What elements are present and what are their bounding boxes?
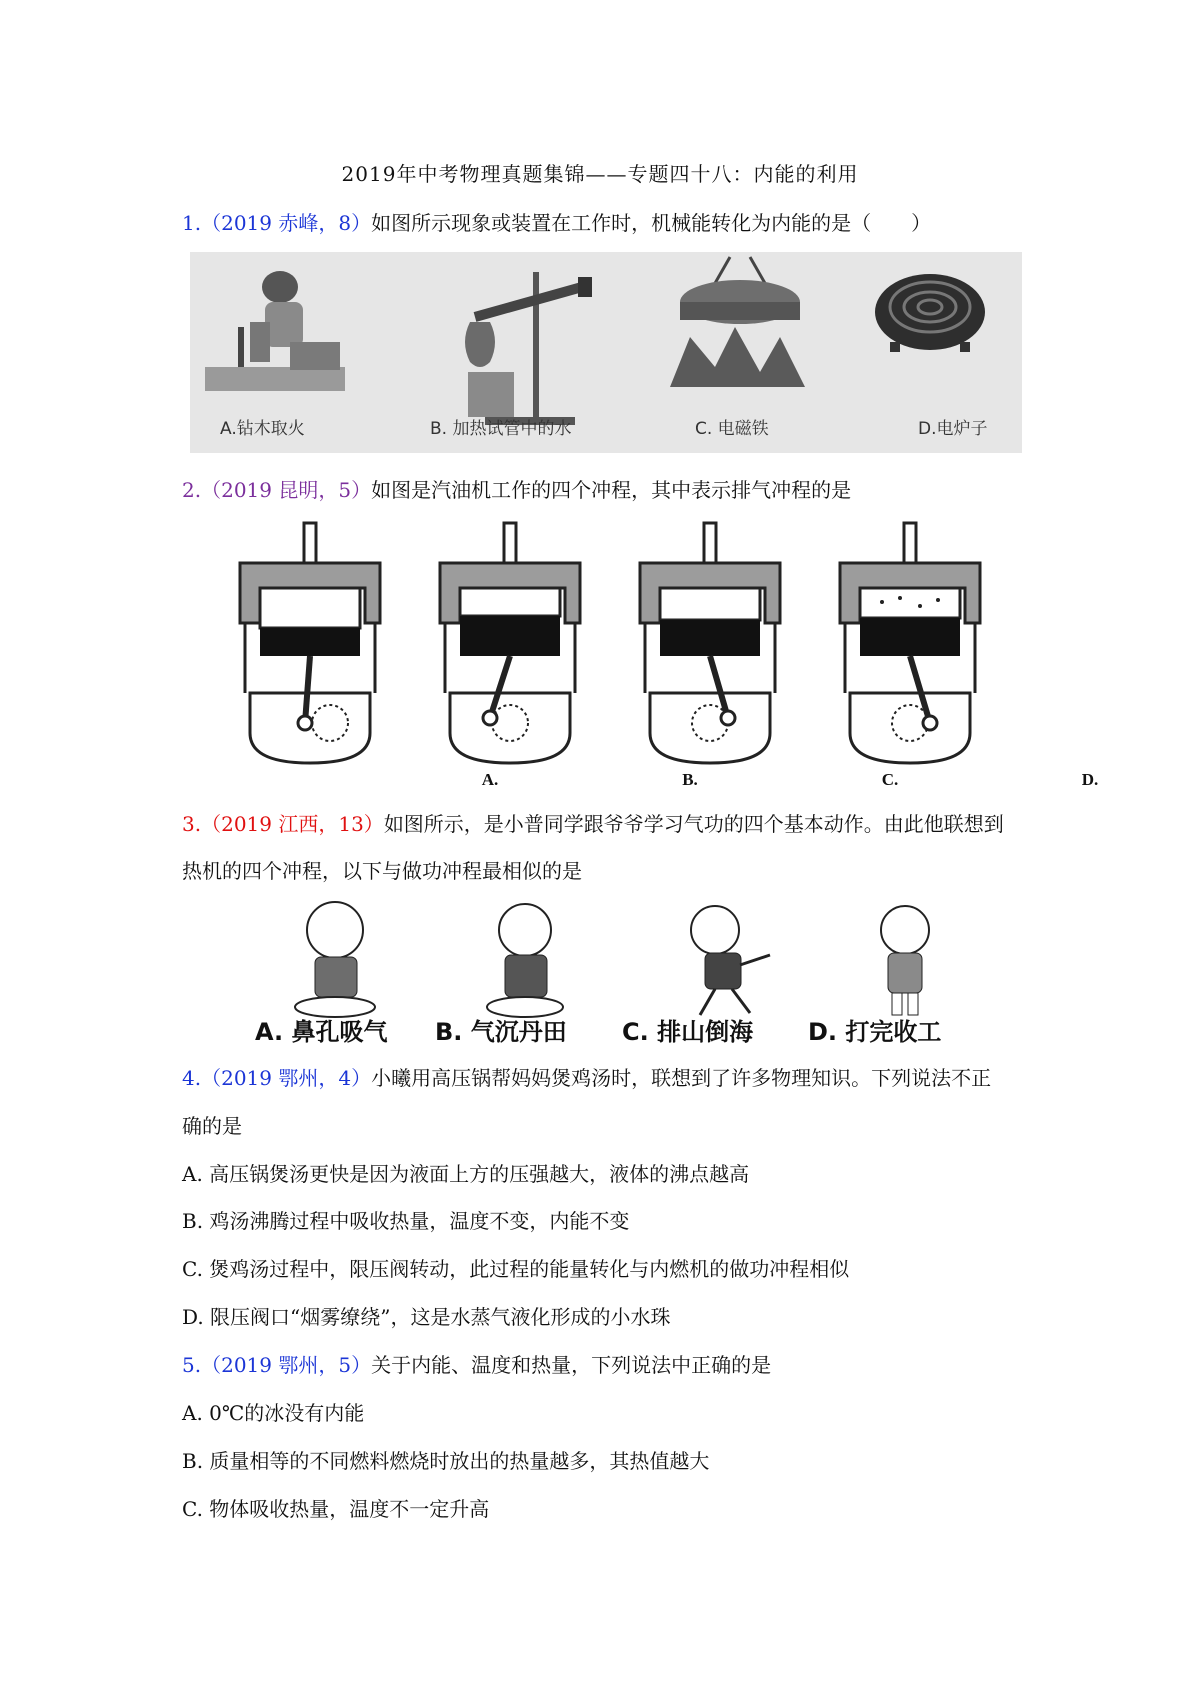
q1-figure-art bbox=[190, 252, 1022, 453]
engine-diagram bbox=[220, 518, 400, 768]
option-c: C. 煲鸡汤过程中，限压阀转动，此过程的能量转化与内燃机的做功冲程相似 bbox=[182, 1257, 850, 1281]
question-number: 3. bbox=[182, 812, 202, 836]
question-stem: 如图所示现象或装置在工作时，机械能转化为内能的是（ ） bbox=[371, 211, 932, 235]
question-number: 5. bbox=[182, 1353, 202, 1377]
caption-c: C. 电磁铁 bbox=[695, 419, 769, 439]
question-source: （2019 鄂州，4） bbox=[201, 1066, 372, 1090]
page-title: 2019年中考物理真题集锦——专题四十八：内能的利用 bbox=[341, 162, 859, 186]
question-3-line-2: 热机的四个冲程，以下与做功冲程最相似的是 bbox=[182, 859, 582, 883]
caption-d: D.电炉子 bbox=[918, 419, 988, 439]
question-stem: 如图是汽油机工作的四个冲程，其中表示排气冲程的是 bbox=[371, 478, 852, 502]
question-source: （2019 鄂州，5） bbox=[201, 1353, 372, 1377]
kid-caption-d: D. 打完收工 bbox=[808, 1018, 942, 1046]
caption-d: D. bbox=[1081, 770, 1099, 789]
question-1 bbox=[182, 207, 931, 236]
kid-caption-b: B. 气沉丹田 bbox=[435, 1018, 567, 1046]
question-stem: 如图所示，是小普同学跟爷爷学习气功的四个基本动作。由此他联想到 bbox=[383, 812, 1004, 836]
electromagnet-illustration bbox=[670, 257, 805, 387]
engine-diagram bbox=[820, 518, 1000, 768]
caption-a: A. bbox=[481, 770, 499, 789]
question-3 bbox=[182, 808, 1004, 837]
engine-c bbox=[620, 518, 899, 789]
question-stem: 关于内能、温度和热量，下列说法中正确的是 bbox=[371, 1353, 772, 1377]
option-a: A. 0℃的冰没有内能 bbox=[182, 1401, 365, 1425]
question-2 bbox=[182, 474, 851, 503]
engine-diagram bbox=[420, 518, 600, 768]
engine-b bbox=[420, 518, 698, 789]
question-5 bbox=[182, 1349, 771, 1378]
electric-stove-illustration bbox=[875, 274, 985, 352]
kid-a-illustration bbox=[280, 895, 400, 1020]
option-d: D. 限压阀口“烟雾缭绕”，这是水蒸气液化形成的小水珠 bbox=[182, 1305, 671, 1329]
engine-d bbox=[820, 518, 1099, 789]
question-number: 1. bbox=[182, 211, 202, 235]
kid-caption-a: A. 鼻孔吸气 bbox=[255, 1018, 388, 1046]
option-b: B. 鸡汤沸腾过程中吸收热量，温度不变，内能不变 bbox=[182, 1209, 630, 1233]
question-number: 4. bbox=[182, 1066, 202, 1090]
question-source: （2019 昆明，5） bbox=[201, 478, 372, 502]
question-source: （2019 江西，13） bbox=[201, 812, 384, 836]
test-tube-illustration bbox=[465, 272, 592, 425]
option-c: C. 物体吸收热量，温度不一定升高 bbox=[182, 1497, 490, 1521]
question-stem: 小曦用高压锅帮妈妈煲鸡汤时，联想到了许多物理知识。下列说法不正 bbox=[371, 1066, 992, 1090]
question-source: （2019 赤峰，8） bbox=[201, 211, 372, 235]
option-a: A. 高压锅煲汤更快是因为液面上方的压强越大，液体的沸点越高 bbox=[182, 1162, 750, 1186]
question-4 bbox=[182, 1062, 991, 1091]
caption-a: A.钻木取火 bbox=[220, 419, 305, 439]
engine-a bbox=[220, 518, 499, 789]
caption-c: C. bbox=[881, 770, 899, 789]
caption-b: B. 加热试管中的水 bbox=[430, 419, 572, 439]
kid-b-illustration bbox=[470, 895, 590, 1020]
kid-c-illustration bbox=[670, 895, 790, 1020]
kid-d-illustration bbox=[850, 895, 970, 1020]
q1-figure bbox=[190, 252, 1022, 453]
kid-caption-c: C. 排山倒海 bbox=[622, 1018, 754, 1046]
caption-b: B. bbox=[682, 770, 698, 789]
question-number: 2. bbox=[182, 478, 202, 502]
drill-fire-illustration bbox=[205, 271, 345, 391]
option-b: B. 质量相等的不同燃料燃烧时放出的热量越多，其热值越大 bbox=[182, 1449, 710, 1473]
question-4-line-2: 确的是 bbox=[182, 1114, 242, 1138]
engine-diagram bbox=[620, 518, 800, 768]
